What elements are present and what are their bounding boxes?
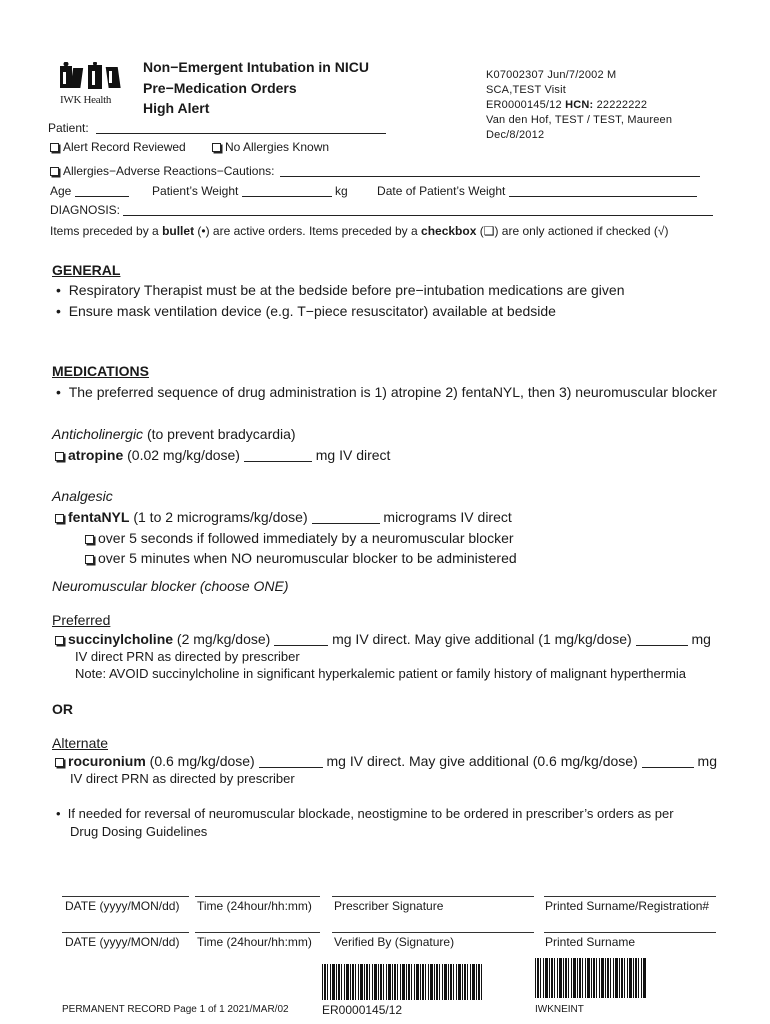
fentanyl-dose: (1 to 2 micrograms/kg/dose) xyxy=(129,509,312,525)
patient-input-line[interactable] xyxy=(96,122,386,134)
rocuronium-route: mg IV direct. May give additional (0.6 mg/kg/dose) xyxy=(322,753,642,769)
no-allergies-checkbox[interactable] xyxy=(212,143,221,152)
weight-unit: kg xyxy=(335,184,348,198)
preferred-label: Preferred xyxy=(52,612,111,628)
rocuronium-dose-input[interactable] xyxy=(259,756,323,768)
instructions-part1: Items preceded by a xyxy=(50,224,163,238)
general-item xyxy=(56,303,556,319)
rocuronium-dose: (0.6 mg/kg/dose) xyxy=(145,753,259,769)
instructions-text xyxy=(50,224,668,238)
succinylcholine-unit: mg xyxy=(687,631,711,647)
allergies-label: Allergies−Adverse Reactions−Cautions: xyxy=(63,164,275,178)
medication-sequence-text: The preferred sequence of drug administration is 1) atropine 2) fentaNYL, then 3) neuromuscular blocker xyxy=(68,384,717,400)
patient-encounter-line xyxy=(486,99,647,111)
allergies-input-line[interactable] xyxy=(280,165,700,177)
instructions-bullet-word: bullet xyxy=(162,224,195,238)
age-input-line[interactable] xyxy=(75,185,129,197)
diagnosis-input-line[interactable] xyxy=(123,204,713,216)
atropine-route: mg IV direct xyxy=(311,447,391,463)
form-barcode-text: IWKNEINT xyxy=(535,1004,584,1015)
weight-input-line[interactable] xyxy=(242,185,332,197)
patient-id-line: K07002307 Jun/7/2002 M xyxy=(486,69,617,81)
weight-label: Patient’s Weight xyxy=(152,184,239,198)
alert-record-label: Alert Record Reviewed xyxy=(63,140,186,154)
nmb-label: Neuromuscular blocker (choose ONE) xyxy=(52,578,289,594)
atropine-dose-input[interactable] xyxy=(244,450,312,462)
general-item-text: Respiratory Therapist must be at the bedside before pre−intubation medications are given xyxy=(68,282,625,298)
succinylcholine-row xyxy=(55,631,711,647)
patient-date-line: Dec/8/2012 xyxy=(486,129,545,141)
date-label: DATE (yyyy/MON/dd) xyxy=(65,935,180,949)
fentanyl-option-checkbox[interactable] xyxy=(85,535,94,544)
alert-record-checkbox[interactable] xyxy=(50,143,59,152)
medication-sequence xyxy=(56,384,717,400)
verified-by-label: Verified By (Signature) xyxy=(334,935,455,949)
atropine-row xyxy=(55,447,390,463)
form-barcode xyxy=(535,958,647,998)
rocuronium-checkbox[interactable] xyxy=(55,758,64,767)
alert-record-checkbox-row xyxy=(50,140,186,154)
succinylcholine-dose: (2 mg/kg/dose) xyxy=(173,631,275,647)
reversal-note xyxy=(56,806,674,821)
prescriber-signature-label: Prescriber Signature xyxy=(334,899,444,913)
succinylcholine-route: mg IV direct. May give additional (1 mg/kg/dose) xyxy=(328,631,636,647)
printed-surname-registration-label: Printed Surname/Registration# xyxy=(545,899,710,913)
time-verify-line[interactable] xyxy=(195,932,320,933)
weight-date-label: Date of Patient’s Weight xyxy=(377,184,506,198)
general-heading: GENERAL xyxy=(52,262,121,278)
reversal-line2: Drug Dosing Guidelines xyxy=(70,824,208,839)
fentanyl-dose-input[interactable] xyxy=(312,512,380,524)
permanent-record-footer: PERMANENT RECORD Page 1 of 1 2021/MAR/02 xyxy=(62,1004,289,1015)
encounter-number: ER0000145/12 xyxy=(486,99,566,111)
instructions-part2: (•) are active orders. Items preceded by a xyxy=(194,224,422,238)
instructions-checkbox-word: checkbox xyxy=(421,224,477,238)
bullet-icon: • xyxy=(56,806,68,821)
rocuronium-unit: mg xyxy=(693,753,717,769)
bullet-icon: • xyxy=(56,282,69,298)
patient-visit-line: SCA,TEST Visit xyxy=(486,84,567,96)
fentanyl-row xyxy=(55,509,512,525)
printed-reg-signature-line[interactable] xyxy=(544,896,716,897)
rocuronium-name: rocuronium xyxy=(68,753,146,769)
anticholinergic-note: (to prevent bradycardia) xyxy=(143,426,296,442)
succinylcholine-checkbox[interactable] xyxy=(55,636,64,645)
patient-field xyxy=(48,121,386,135)
form-title-line1: Non−Emergent Intubation in NICU xyxy=(143,59,369,75)
succinylcholine-dose-input[interactable] xyxy=(274,634,328,646)
instructions-part3: (❑) are only actioned if checked (√) xyxy=(476,224,669,238)
date-verify-line[interactable] xyxy=(62,932,189,933)
rocuronium-line2: IV direct PRN as directed by prescriber xyxy=(70,771,295,786)
time-signature-line[interactable] xyxy=(195,896,320,897)
fentanyl-option-row xyxy=(85,550,517,566)
printed-surname-line[interactable] xyxy=(544,932,716,933)
form-title-line2: Pre−Medication Orders xyxy=(143,80,297,96)
age-label: Age xyxy=(50,184,72,198)
hcn-label: HCN: xyxy=(565,99,594,111)
hcn-value: 22222222 xyxy=(593,99,648,111)
reversal-line1: If needed for reversal of neuromuscular blockade, neostigmine to be ordered in prescriber’s orders as per xyxy=(67,806,674,821)
patient-label: Patient: xyxy=(48,121,89,135)
allergies-row xyxy=(50,164,700,178)
fentanyl-option-checkbox[interactable] xyxy=(85,555,94,564)
prescriber-signature-line[interactable] xyxy=(332,896,534,897)
date-signature-line[interactable] xyxy=(62,896,189,897)
patient-physician-line: Van den Hof, TEST / TEST, Maureen xyxy=(486,114,673,126)
succinylcholine-line2: IV direct PRN as directed by prescriber xyxy=(75,649,300,664)
rocuronium-additional-input[interactable] xyxy=(642,756,694,768)
diagnosis-row xyxy=(50,203,713,217)
date-label: DATE (yyyy/MON/dd) xyxy=(65,899,180,913)
weight-date-input-line[interactable] xyxy=(509,185,697,197)
encounter-barcode-text: ER0000145/12 xyxy=(322,1003,403,1017)
analgesic-label: Analgesic xyxy=(52,488,113,504)
fentanyl-option-label: over 5 seconds if followed immediately by a neuromuscular blocker xyxy=(98,530,514,546)
encounter-barcode xyxy=(322,964,484,1000)
fentanyl-checkbox[interactable] xyxy=(55,514,64,523)
age-weight-row xyxy=(50,184,697,198)
bullet-icon: • xyxy=(56,384,69,400)
succinylcholine-note: Note: AVOID succinylcholine in significant hyperkalemic patient or family history of malignant hyperthermia xyxy=(75,666,687,681)
or-label: OR xyxy=(52,701,73,717)
atropine-dose: (0.02 mg/kg/dose) xyxy=(123,447,244,463)
printed-surname-label: Printed Surname xyxy=(545,935,636,949)
general-item-text: Ensure mask ventilation device (e.g. T−piece resuscitator) available at bedside xyxy=(68,303,556,319)
general-item xyxy=(56,282,624,298)
verified-signature-line[interactable] xyxy=(332,932,534,933)
medications-heading: MEDICATIONS xyxy=(52,363,149,379)
anticholinergic-label-row xyxy=(52,426,296,442)
fentanyl-option-row xyxy=(85,530,514,546)
time-label: Time (24hour/hh:mm) xyxy=(197,935,312,949)
allergies-checkbox[interactable] xyxy=(50,167,59,176)
succinylcholine-additional-input[interactable] xyxy=(636,634,688,646)
diagnosis-label: DIAGNOSIS: xyxy=(50,203,121,217)
anticholinergic-label: Anticholinergic xyxy=(52,426,144,442)
fentanyl-name: fentaNYL xyxy=(68,509,130,525)
succinylcholine-name: succinylcholine xyxy=(68,631,174,647)
logo-text: IWK Health xyxy=(60,94,112,106)
atropine-checkbox[interactable] xyxy=(55,452,64,461)
form-title-line3: High Alert xyxy=(143,100,210,116)
fentanyl-route: micrograms IV direct xyxy=(379,509,512,525)
bullet-icon: • xyxy=(56,303,69,319)
no-allergies-checkbox-row xyxy=(212,140,329,154)
time-label: Time (24hour/hh:mm) xyxy=(197,899,312,913)
alternate-label: Alternate xyxy=(52,735,109,751)
atropine-name: atropine xyxy=(68,447,124,463)
rocuronium-row xyxy=(55,753,717,769)
no-allergies-label: No Allergies Known xyxy=(225,140,330,154)
fentanyl-option-label: over 5 minutes when NO neuromuscular blocker to be administered xyxy=(98,550,517,566)
